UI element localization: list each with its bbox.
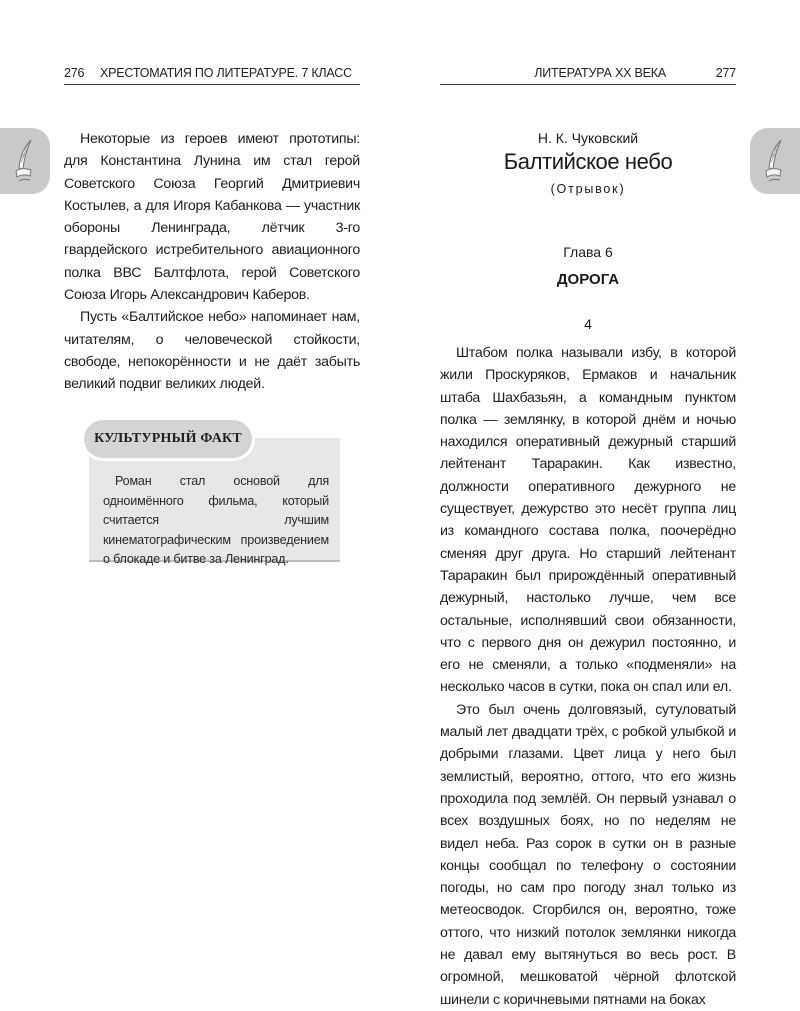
right-page (400, 0, 800, 1008)
work-subtitle: (Отрывок) (550, 182, 626, 196)
cultural-fact-label: КУЛЬТУРНЫЙ ФАКТ (84, 420, 252, 458)
running-title: ХРЕСТОМАТИЯ ПО ЛИТЕРАТУРЕ. 7 КЛАСС (100, 66, 352, 80)
quill-icon (12, 138, 38, 184)
running-header (440, 64, 736, 85)
page-number: 276 (64, 66, 85, 80)
running-title: ЛИТЕРАТУРА XX ВЕКА (534, 66, 666, 80)
excerpt-text (440, 342, 736, 1011)
cultural-fact-box (89, 431, 340, 566)
paragraph: Пусть «Балтийское небо» напоминает нам, читателям, о человеческой стойкости, свободе, непокорённости и не даёт забыть великий подвиг великих людей. (64, 309, 360, 393)
chapter-title: ДОРОГА (556, 271, 620, 288)
quill-icon (762, 138, 788, 184)
work-title: Балтийское небо (503, 149, 673, 174)
cultural-fact-text: Роман стал основой для одноимённого фильма, который считается лучшим кинематографическим произведением о блокаде и битве за Ленинград. (103, 474, 329, 566)
page-number: 277 (715, 66, 736, 80)
section-tab (750, 128, 800, 194)
section-tab (0, 128, 50, 194)
author-name: Н. К. Чуковский (537, 130, 639, 146)
section-number: 4 (584, 316, 592, 332)
paragraph: Это был очень долговязый, сутуловатый малый лет двадцати трёх, с робкой улыбкой и добрыми глазами. Цвет лица у него был землистый, вероятно, оттого, что его жизнь проходила под землёй. Он первый узнавал о всех воздушных боях, но по неделям не видел неба. Раз сорок в сутки он в разные концы сообщал по телефону о состоянии погоды, но сам про погоду знал только из метеосводок. Сгорбился он, вероятно, тоже оттого, что низкий потолок землянки никогда не давал ему вытянуться во весь рост. В огромной, мешковатой чёрной флотской шинели с коричневыми пятнами на боках (440, 701, 736, 1008)
running-header (64, 64, 360, 85)
paragraph: Некоторые из героев имеют прототипы: для Константина Лунина им стал герой Советского Союза Георгий Дмитриевич Костылев, а для Игоря Кабанкова — участник обороны Ленинграда, лётчик 3-го гвардейского истребительного авиационного полка ВВС Балтфлота, герой Советского Союза Игорь Александрович Каберов. (64, 131, 360, 304)
left-page (0, 0, 400, 1000)
chapter-number: Глава 6 (563, 244, 613, 260)
afterword-text (64, 128, 360, 396)
paragraph: Штабом полка называли избу, в которой жили Проскуряков, Ермаков и начальник штаба Шахбазьян, а командным пунктом полка — землянку, в которой днём и ночью находился оперативный дежурный старший лейтенант Тараракин. Как известно, должности оперативного дежурного не существует, дежурство это несёт группа лиц из командного состава полка, поочерёдно сменяя друг друга. Но старший лейтенант Тараракин был прирождённый оперативный дежурный, настолько лучше, чем все остальные, исполнявший свои обязанности, что с первого дня он дежурил постоянно, и его не сменяли, а только «подменяли» на несколько часов в сутки, пока он спал или ел. (440, 345, 736, 696)
